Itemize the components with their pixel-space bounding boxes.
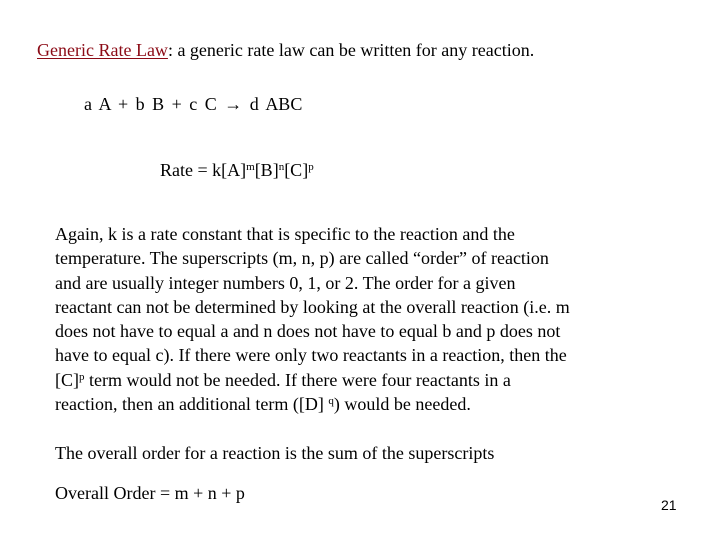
rate-law-prefix: Rate = k[A]: [160, 160, 247, 180]
line-text: term would not be needed. If there were four reactants in a: [84, 369, 511, 390]
paragraph-line: Again, k is a rate constant that is specific to the reaction and the: [55, 224, 515, 244]
overall-order-sentence: The overall order for a reaction is the sum of the superscripts: [55, 443, 495, 463]
heading-term: Generic Rate Law: [37, 40, 168, 60]
c-term: [C]: [55, 369, 79, 390]
page-number: 21: [661, 497, 677, 513]
exponent-m: m: [246, 161, 255, 173]
paragraph-line: have to equal c). If there were only two reactants in a reaction, then the: [55, 345, 567, 366]
rate-law-c-term: [C]: [284, 160, 309, 180]
paragraph-line: and are usually integer numbers 0, 1, or 2. The order for a given: [55, 272, 516, 293]
slide-heading: [37, 40, 534, 61]
paragraph-line: [55, 368, 645, 392]
heading-text: : a generic rate law can be written for any reaction.: [167, 40, 535, 60]
overall-order-equation: Overall Order = m + n + p: [55, 483, 245, 503]
explanation-paragraph: [55, 222, 645, 416]
paragraph-line: reactant can not be determined by looking at the overall reaction (i.e. m: [55, 296, 570, 317]
exponent-p: p: [308, 161, 314, 173]
rate-law-equation: [160, 160, 314, 181]
c-exponent: p: [79, 370, 85, 383]
line-text: reaction, then an additional term ([D]: [55, 394, 329, 415]
line-text: ) would be needed.: [333, 394, 471, 415]
d-exponent: q: [328, 395, 334, 408]
rate-law-b-term: [B]: [254, 160, 279, 180]
paragraph-line: temperature. The superscripts (m, n, p) are called “order” of reaction: [55, 248, 549, 269]
paragraph-line: does not have to equal a and n does not have to equal b and p does not: [55, 321, 561, 342]
paragraph-line: [55, 392, 645, 416]
reaction-equation: a A + b B + c C → d ABC: [84, 94, 303, 114]
exponent-n: n: [278, 161, 285, 173]
